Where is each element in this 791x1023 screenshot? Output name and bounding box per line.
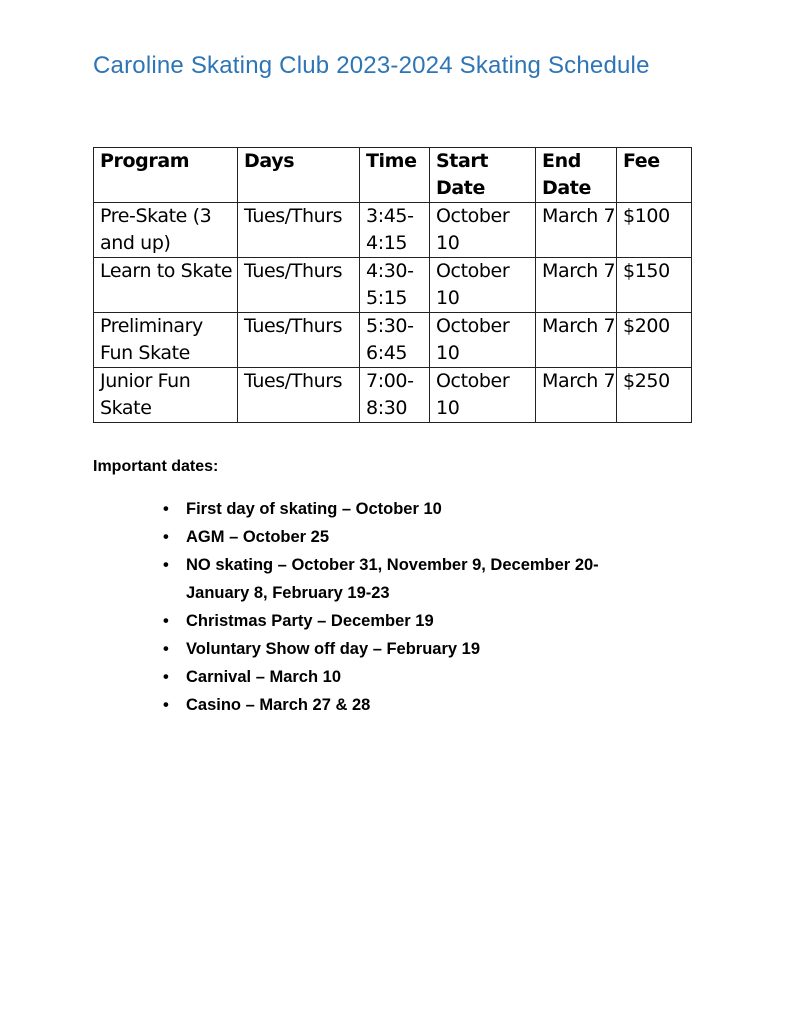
cell-time: 5:30-6:45 [360, 313, 430, 368]
header-end-date: End Date [536, 148, 617, 203]
cell-days: Tues/Thurs [238, 203, 360, 258]
cell-days: Tues/Thurs [238, 368, 360, 423]
list-item: • Voluntary Show off day – February 19 [163, 635, 643, 663]
cell-time: 3:45-4:15 [360, 203, 430, 258]
table-row [94, 313, 692, 368]
cell-end-date: March 7 [536, 258, 617, 313]
cell-time: 7:00-8:30 [360, 368, 430, 423]
cell-program: Pre-Skate (3 and up) [94, 203, 238, 258]
cell-days: Tues/Thurs [238, 313, 360, 368]
cell-fee: $100 [617, 203, 692, 258]
header-start-date: Start Date [430, 148, 536, 203]
list-item: • AGM – October 25 [163, 523, 643, 551]
table-row [94, 258, 692, 313]
cell-fee: $150 [617, 258, 692, 313]
cell-start-date: October 10 [430, 368, 536, 423]
cell-fee: $250 [617, 368, 692, 423]
cell-program: Preliminary Fun Skate [94, 313, 238, 368]
schedule-table [93, 147, 692, 423]
table-header-row [94, 148, 692, 203]
header-days: Days [238, 148, 360, 203]
page-title: Caroline Skating Club 2023-2024 Skating Schedule [93, 52, 650, 79]
cell-start-date: October 10 [430, 203, 536, 258]
cell-end-date: March 7 [536, 203, 617, 258]
cell-start-date: October 10 [430, 313, 536, 368]
cell-fee: $200 [617, 313, 692, 368]
table-row [94, 368, 692, 423]
list-item: • Carnival – March 10 [163, 663, 643, 691]
cell-time: 4:30-5:15 [360, 258, 430, 313]
cell-end-date: March 7 [536, 313, 617, 368]
list-item: • NO skating – October 31, November 9, December 20-January 8, February 19-23 [163, 551, 643, 607]
header-program: Program [94, 148, 238, 203]
cell-days: Tues/Thurs [238, 258, 360, 313]
cell-end-date: March 7 [536, 368, 617, 423]
list-item: • Casino – March 27 & 28 [163, 691, 643, 719]
list-item: • Christmas Party – December 19 [163, 607, 643, 635]
header-fee: Fee [617, 148, 692, 203]
cell-program: Learn to Skate [94, 258, 238, 313]
table-row [94, 203, 692, 258]
list-item: • First day of skating – October 10 [163, 495, 643, 523]
important-dates-list [163, 495, 643, 719]
important-dates-heading: Important dates: [93, 458, 219, 475]
cell-start-date: October 10 [430, 258, 536, 313]
cell-program: Junior Fun Skate [94, 368, 238, 423]
header-time: Time [360, 148, 430, 203]
